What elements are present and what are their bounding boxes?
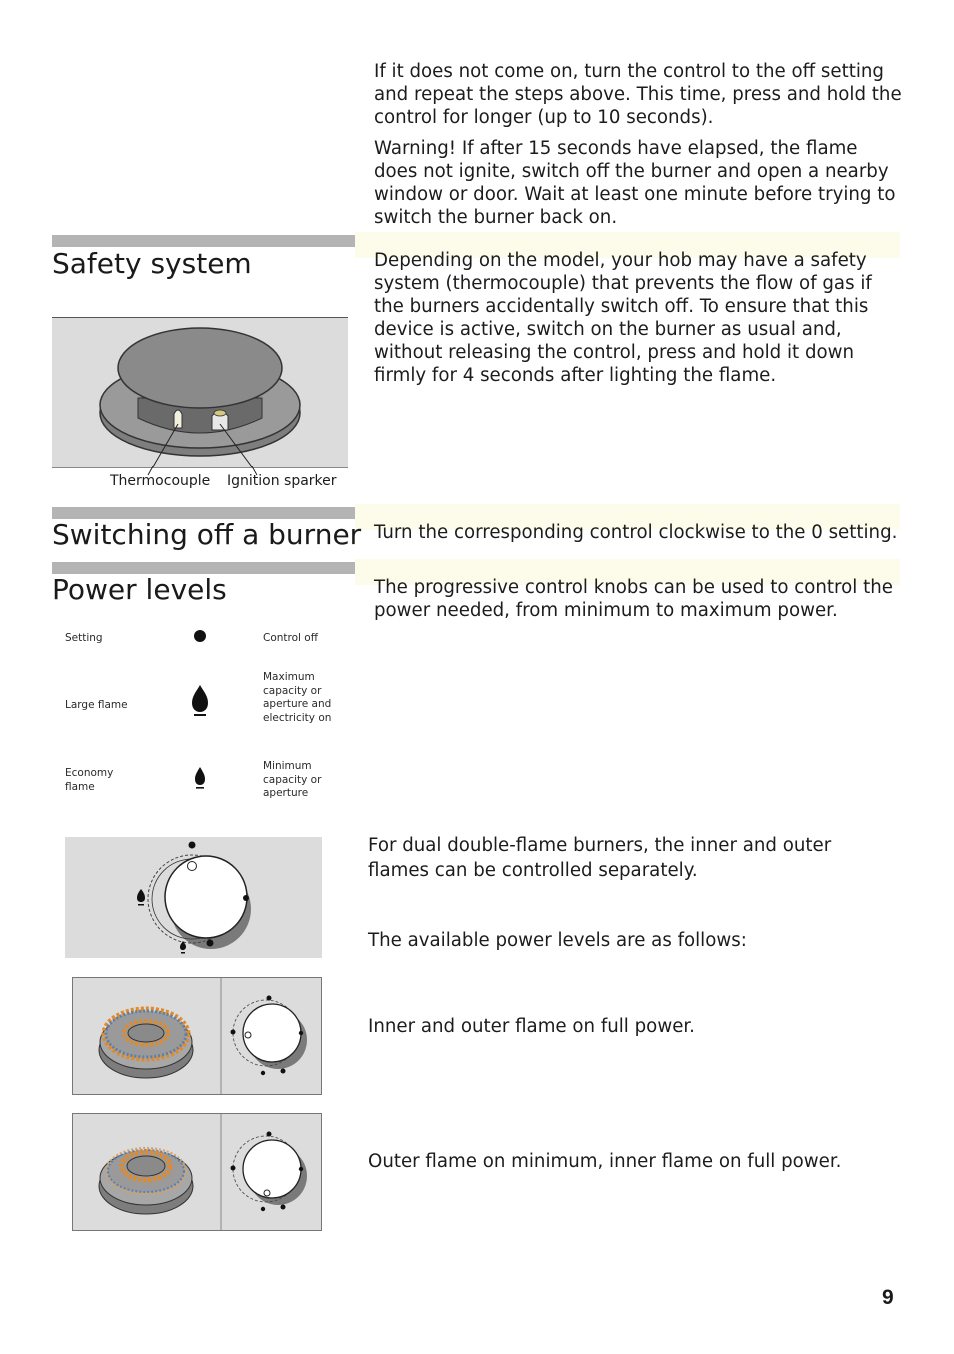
power-levels-text: The progressive control knobs can be used to control the power needed, from minimum to maximum power. — [374, 577, 893, 621]
section-bar — [52, 235, 355, 247]
safety-heading: Safety system — [52, 247, 252, 280]
safety-text: Depending on the model, your hob may have a safety system (thermocouple) that prevents the flow of gas if the burners accidentally switch off. To ensure that this device is active, switch on the burner as usual and, without releasing the control, press and hold it down firmly for 4 seconds after lighting the flame. — [374, 250, 872, 386]
switching-off-heading: Switching off a burner — [52, 518, 362, 551]
off-dot-icon — [193, 629, 207, 643]
table-row-large-flame-description: Maximum capacity or aperture and electricity on — [263, 671, 332, 724]
power-levels-heading: Power levels — [52, 573, 227, 606]
thermocouple-part — [174, 410, 182, 428]
level-outer-min-text: Outer flame on minimum, inner flame on full power. — [368, 1151, 842, 1172]
intro-paragraph-1: If it does not come on, turn the control to the off setting and repeat the steps above. This time, press and hold the control for longer (up to 10 seconds). — [374, 61, 902, 128]
burner-illustration — [52, 317, 348, 468]
dual-burner-text: For dual double-flame burners, the inner and outer flames can be controlled separately. — [368, 835, 832, 881]
table-row-large-flame-label: Large flame — [65, 699, 128, 711]
warning-paragraph: Warning! If after 15 seconds have elapsed, the flame does not ignite, switch off the burner and open a nearby window or door. Wait at least one minute before trying to switch the burner back on. — [374, 138, 896, 228]
switching-off-text: Turn the corresponding control clockwise to the 0 setting. — [374, 522, 898, 543]
available-levels-text: The available power levels are as follows: — [368, 930, 747, 951]
table-row-economy-flame-description: Minimum capacity or aperture — [263, 760, 322, 800]
caption-thermocouple: Thermocouple — [110, 473, 211, 489]
dual-knob-illustration — [65, 837, 322, 958]
small-flame-icon — [193, 766, 207, 790]
level-outer-min-illustration — [72, 1113, 322, 1231]
level-full-power-text: Inner and outer flame on full power. — [368, 1016, 695, 1037]
caption-ignition-sparker: Ignition sparker — [227, 473, 337, 489]
table-row-economy-flame-label: Economy flame — [65, 767, 114, 793]
intro-text — [374, 60, 904, 229]
table-row-setting-description: Control off — [263, 632, 318, 644]
page-number: 9 — [882, 1286, 894, 1309]
large-flame-icon — [190, 684, 210, 718]
level-full-power-illustration — [72, 977, 322, 1095]
table-row-setting-label: Setting — [65, 632, 103, 644]
